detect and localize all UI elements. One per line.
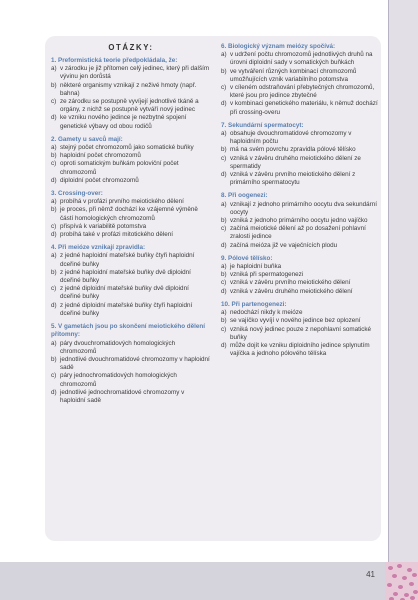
answer-option [221, 309, 381, 317]
question-number: 5. [51, 323, 57, 331]
answer-letter: a) [221, 309, 227, 317]
answer-text: v kombinaci genetického materiálu, k němuž dochází při crossing-overu [230, 100, 378, 116]
answer-text: vznikají z jednoho primárního oocytu dva sekundární oocyty [230, 200, 378, 216]
question-text: Při partenogenezi: [231, 300, 287, 308]
answer-text: v cíleném odstraňování přebytečných chromozomů, které jsou pro jedince zbytečné [230, 84, 375, 100]
answer-option [221, 217, 381, 225]
answer-option [51, 152, 211, 160]
question-text: Crossing-over: [58, 190, 103, 198]
answer-option [51, 160, 211, 176]
answer-text: obsahuje dvouchromatidové chromozomy v haploidním počtu [230, 130, 352, 146]
answer-letter: b) [221, 317, 227, 325]
answer-text: vzniká z jednoho primárního oocytu jedno vajíčko [230, 217, 368, 225]
answer-text: vzniká v závěru druhého meiotického dělení [230, 287, 353, 295]
question-number: 1. [51, 57, 57, 64]
answer-option [51, 198, 211, 206]
question-number: 8. [221, 192, 227, 200]
answer-letter: d) [51, 176, 57, 184]
answer-letter: c) [221, 279, 227, 287]
page-edge-band [389, 0, 418, 600]
answer-letter: c) [51, 98, 57, 106]
answer-option [51, 114, 211, 130]
answer-letter: c) [221, 225, 227, 233]
answer-option [51, 285, 211, 301]
answer-letter: d) [51, 114, 57, 122]
answer-option [221, 271, 381, 279]
answer-text: vzniká v závěru prvního meiotického dělení z primárního spermatocytu [230, 171, 356, 187]
microscope-texture-image [385, 562, 418, 600]
question-7 [221, 122, 381, 188]
answer-text: se vajíčko vyvíjí v nového jedince bez oplození [230, 317, 361, 325]
question-heading [51, 323, 211, 339]
answer-letter: c) [221, 154, 227, 162]
answer-text: haploidní počet chromozomů [60, 152, 141, 160]
texture-cell [407, 568, 412, 572]
answer-option [221, 130, 381, 146]
answer-letter: c) [221, 325, 227, 333]
answer-option [221, 100, 381, 116]
answer-letter: b) [51, 152, 57, 160]
texture-cell [388, 566, 393, 570]
question-heading [51, 190, 211, 198]
answer-option [51, 144, 211, 152]
question-heading [221, 301, 381, 309]
answer-letter: d) [221, 241, 227, 249]
answer-option [221, 146, 381, 154]
answer-text: některé organismy vznikají z neživé hmoty (např. bahna) [60, 81, 197, 97]
answer-option [51, 231, 211, 239]
texture-cell [413, 590, 418, 594]
answer-option [221, 279, 381, 287]
answer-letter: d) [221, 341, 227, 349]
answer-text: vzniká nový jedinec pouze z nepohlavní somatické buňky [230, 325, 372, 341]
answer-option [221, 326, 381, 342]
page-title: OTÁZKY: [108, 43, 154, 52]
texture-cell [404, 593, 409, 597]
answer-option [51, 269, 211, 285]
answer-letter: d) [221, 171, 227, 179]
question-10 [221, 301, 381, 358]
question-number: 10. [221, 300, 230, 308]
answer-letter: b) [51, 355, 57, 363]
question-1 [51, 57, 211, 131]
answer-letter: a) [51, 144, 57, 152]
answer-option [51, 65, 211, 81]
question-number: 6. [221, 43, 227, 50]
question-heading [51, 244, 211, 252]
answer-text: vzniká při spermatogenezi [230, 271, 304, 279]
answer-text: probíhá v profázi prvního meiotického dělení [60, 198, 184, 206]
answer-option [221, 68, 381, 84]
answer-option [51, 340, 211, 356]
answer-letter: a) [51, 339, 57, 347]
answer-option [51, 356, 211, 372]
answer-option [221, 51, 381, 67]
answer-option [221, 225, 381, 241]
answer-text: z jedné haploidní mateřské buňky dvě diploidní dceřiné buňky [60, 268, 191, 285]
answer-text: začíná meióza již ve vaječnících plodu [230, 241, 338, 249]
answer-text: páry jednochromatidových homologických chromozomů [60, 372, 177, 388]
answer-option [51, 389, 211, 405]
question-number: 7. [221, 121, 227, 129]
answer-text: páry dvouchromatidových homologických chromozomů [60, 339, 176, 355]
answer-letter: a) [221, 263, 227, 271]
answer-letter: b) [221, 67, 227, 75]
answer-option [51, 223, 211, 231]
right-column [221, 43, 381, 363]
question-heading [221, 43, 381, 51]
answer-option [221, 84, 381, 100]
answer-option [221, 263, 381, 271]
bottom-band [0, 562, 418, 600]
texture-cell [393, 592, 398, 596]
answer-text: vzniká v závěru druhého meiotického dělení ze spermatidy [230, 154, 361, 170]
page-number: 41 [366, 570, 375, 579]
question-text: Gamety u savců mají: [58, 135, 123, 143]
texture-cell [402, 576, 407, 580]
question-heading [51, 136, 211, 144]
answer-text: v udržení počtu chromozomů jednotlivých druhů na úrovni diploidní sady v somatických buňkách [230, 51, 373, 67]
question-2 [51, 136, 211, 185]
answer-letter: d) [51, 388, 57, 396]
answer-letter: b) [221, 217, 227, 225]
question-heading [51, 57, 211, 65]
answer-text: vzniká v závěru prvního meiotického dělení [230, 279, 351, 287]
answer-letter: d) [51, 301, 57, 309]
answer-letter: c) [51, 285, 57, 293]
question-3 [51, 190, 211, 239]
answer-option [221, 317, 381, 325]
answer-letter: a) [51, 252, 57, 260]
answer-text: diploidní počet chromozomů [60, 176, 139, 184]
question-text: Pólové tělísko: [228, 254, 273, 262]
question-4 [51, 244, 211, 318]
answer-letter: c) [51, 160, 57, 168]
answer-text: oproti somatickým buňkám poloviční počet chromozomů [60, 160, 179, 176]
answer-text: z jedné haploidní mateřské buňky čtyři haploidní dceřiné buňky [60, 252, 195, 268]
answer-letter: a) [221, 130, 227, 138]
texture-cell [412, 573, 417, 577]
question-heading [221, 122, 381, 130]
answer-letter: d) [51, 231, 57, 239]
answer-letter: d) [221, 100, 227, 108]
left-column [51, 43, 211, 410]
answer-text: začíná meiotické dělení až po dosažení pohlavní zralosti jedince [230, 225, 366, 241]
question-text: Sekundární spermatocyt: [228, 121, 304, 129]
answer-option [51, 252, 211, 268]
answer-letter: c) [51, 372, 57, 380]
answer-letter: c) [51, 222, 57, 230]
answer-text: v zárodku je již přítomen celý jedinec, který při dalším vývinu jen dorůstá [60, 65, 210, 81]
question-9 [221, 255, 381, 296]
question-heading [221, 192, 381, 200]
answer-option [51, 206, 211, 222]
question-number: 9. [221, 254, 227, 262]
answer-option [51, 177, 211, 185]
answer-letter: b) [221, 271, 227, 279]
question-text: Preformistická teorie předpokládala, že: [58, 57, 178, 64]
answer-option [51, 372, 211, 388]
answer-text: ve vytváření různých kombinací chromozomů umožňujících vznik variabilního potomstva [230, 67, 357, 83]
answer-text: probíhá také v profázi mitotického dělení [60, 231, 174, 239]
answer-letter: b) [51, 268, 57, 276]
question-number: 3. [51, 190, 57, 198]
answer-text: z jedné diploidní mateřské buňky dvě diploidní dceřiné buňky [60, 285, 189, 301]
texture-cell [410, 596, 415, 600]
texture-cell [409, 582, 414, 586]
texture-cell [392, 574, 397, 578]
answer-option [221, 342, 381, 358]
question-heading [221, 255, 381, 263]
question-8 [221, 192, 381, 249]
answer-text: ke vzniku nového jedince je nezbytné spojení genetické výbavy od obou rodičů [60, 114, 187, 130]
answer-option [51, 302, 211, 318]
answer-letter: b) [51, 206, 57, 214]
answer-option [221, 288, 381, 296]
answer-letter: a) [51, 198, 57, 206]
answer-text: nedochází nikdy k meióze [230, 309, 303, 317]
texture-cell [398, 585, 403, 589]
question-text: V gametách jsou po skončení meiotického dělení přítomny: [51, 323, 205, 339]
answer-letter: a) [51, 65, 57, 73]
answer-text: ze zárodku se postupně vyvíjejí jednotlivé tkáně a orgány, z nichž se postupně vytváří nový jedinec [60, 98, 199, 114]
answer-text: je proces, při němž dochází ke vzájemné výměně částí homologických chromozomů [60, 206, 198, 222]
answer-text: jednotlivé jednochromatidové chromozomy v haploidní sadě [60, 388, 185, 404]
answer-letter: b) [51, 81, 57, 89]
question-text: Při meióze vznikají zpravidla: [58, 244, 146, 252]
answer-letter: d) [221, 287, 227, 295]
answer-letter: b) [221, 146, 227, 154]
question-number: 4. [51, 244, 57, 252]
answer-text: jednotlivé dvouchromatidové chromozomy v haploidní sadě [60, 355, 210, 372]
answer-letter: c) [221, 84, 227, 92]
question-5 [51, 323, 211, 405]
answer-option [221, 201, 381, 217]
question-6 [221, 43, 381, 117]
question-text: Při oogenezi: [228, 192, 268, 200]
answer-letter: a) [221, 51, 227, 59]
texture-cell [387, 583, 392, 587]
answer-letter: a) [221, 200, 227, 208]
answer-option [221, 242, 381, 250]
question-text: Biologický význam meiózy spočívá: [228, 43, 336, 50]
answer-text: má na svém povrchu zpravidla pólové tělísko [230, 146, 356, 154]
answer-text: z jedné diploidní mateřské buňky čtyři haploidní dceřiné buňky [60, 301, 193, 317]
answer-option [51, 98, 211, 114]
answer-option [221, 155, 381, 171]
answer-text: stejný počet chromozomů jako somatické buňky [60, 144, 194, 152]
answer-text: přispívá k variabilitě potomstva [60, 222, 147, 230]
answer-text: je haploidní buňka [230, 263, 282, 271]
answer-text: může dojít ke vzniku diploidního jedince splynutím vajíčka a jednoho pólového tělíska [230, 341, 370, 358]
answer-option [221, 171, 381, 187]
question-number: 2. [51, 135, 57, 143]
answer-option [51, 82, 211, 98]
page-edge-line [388, 0, 389, 600]
texture-cell [397, 564, 402, 568]
